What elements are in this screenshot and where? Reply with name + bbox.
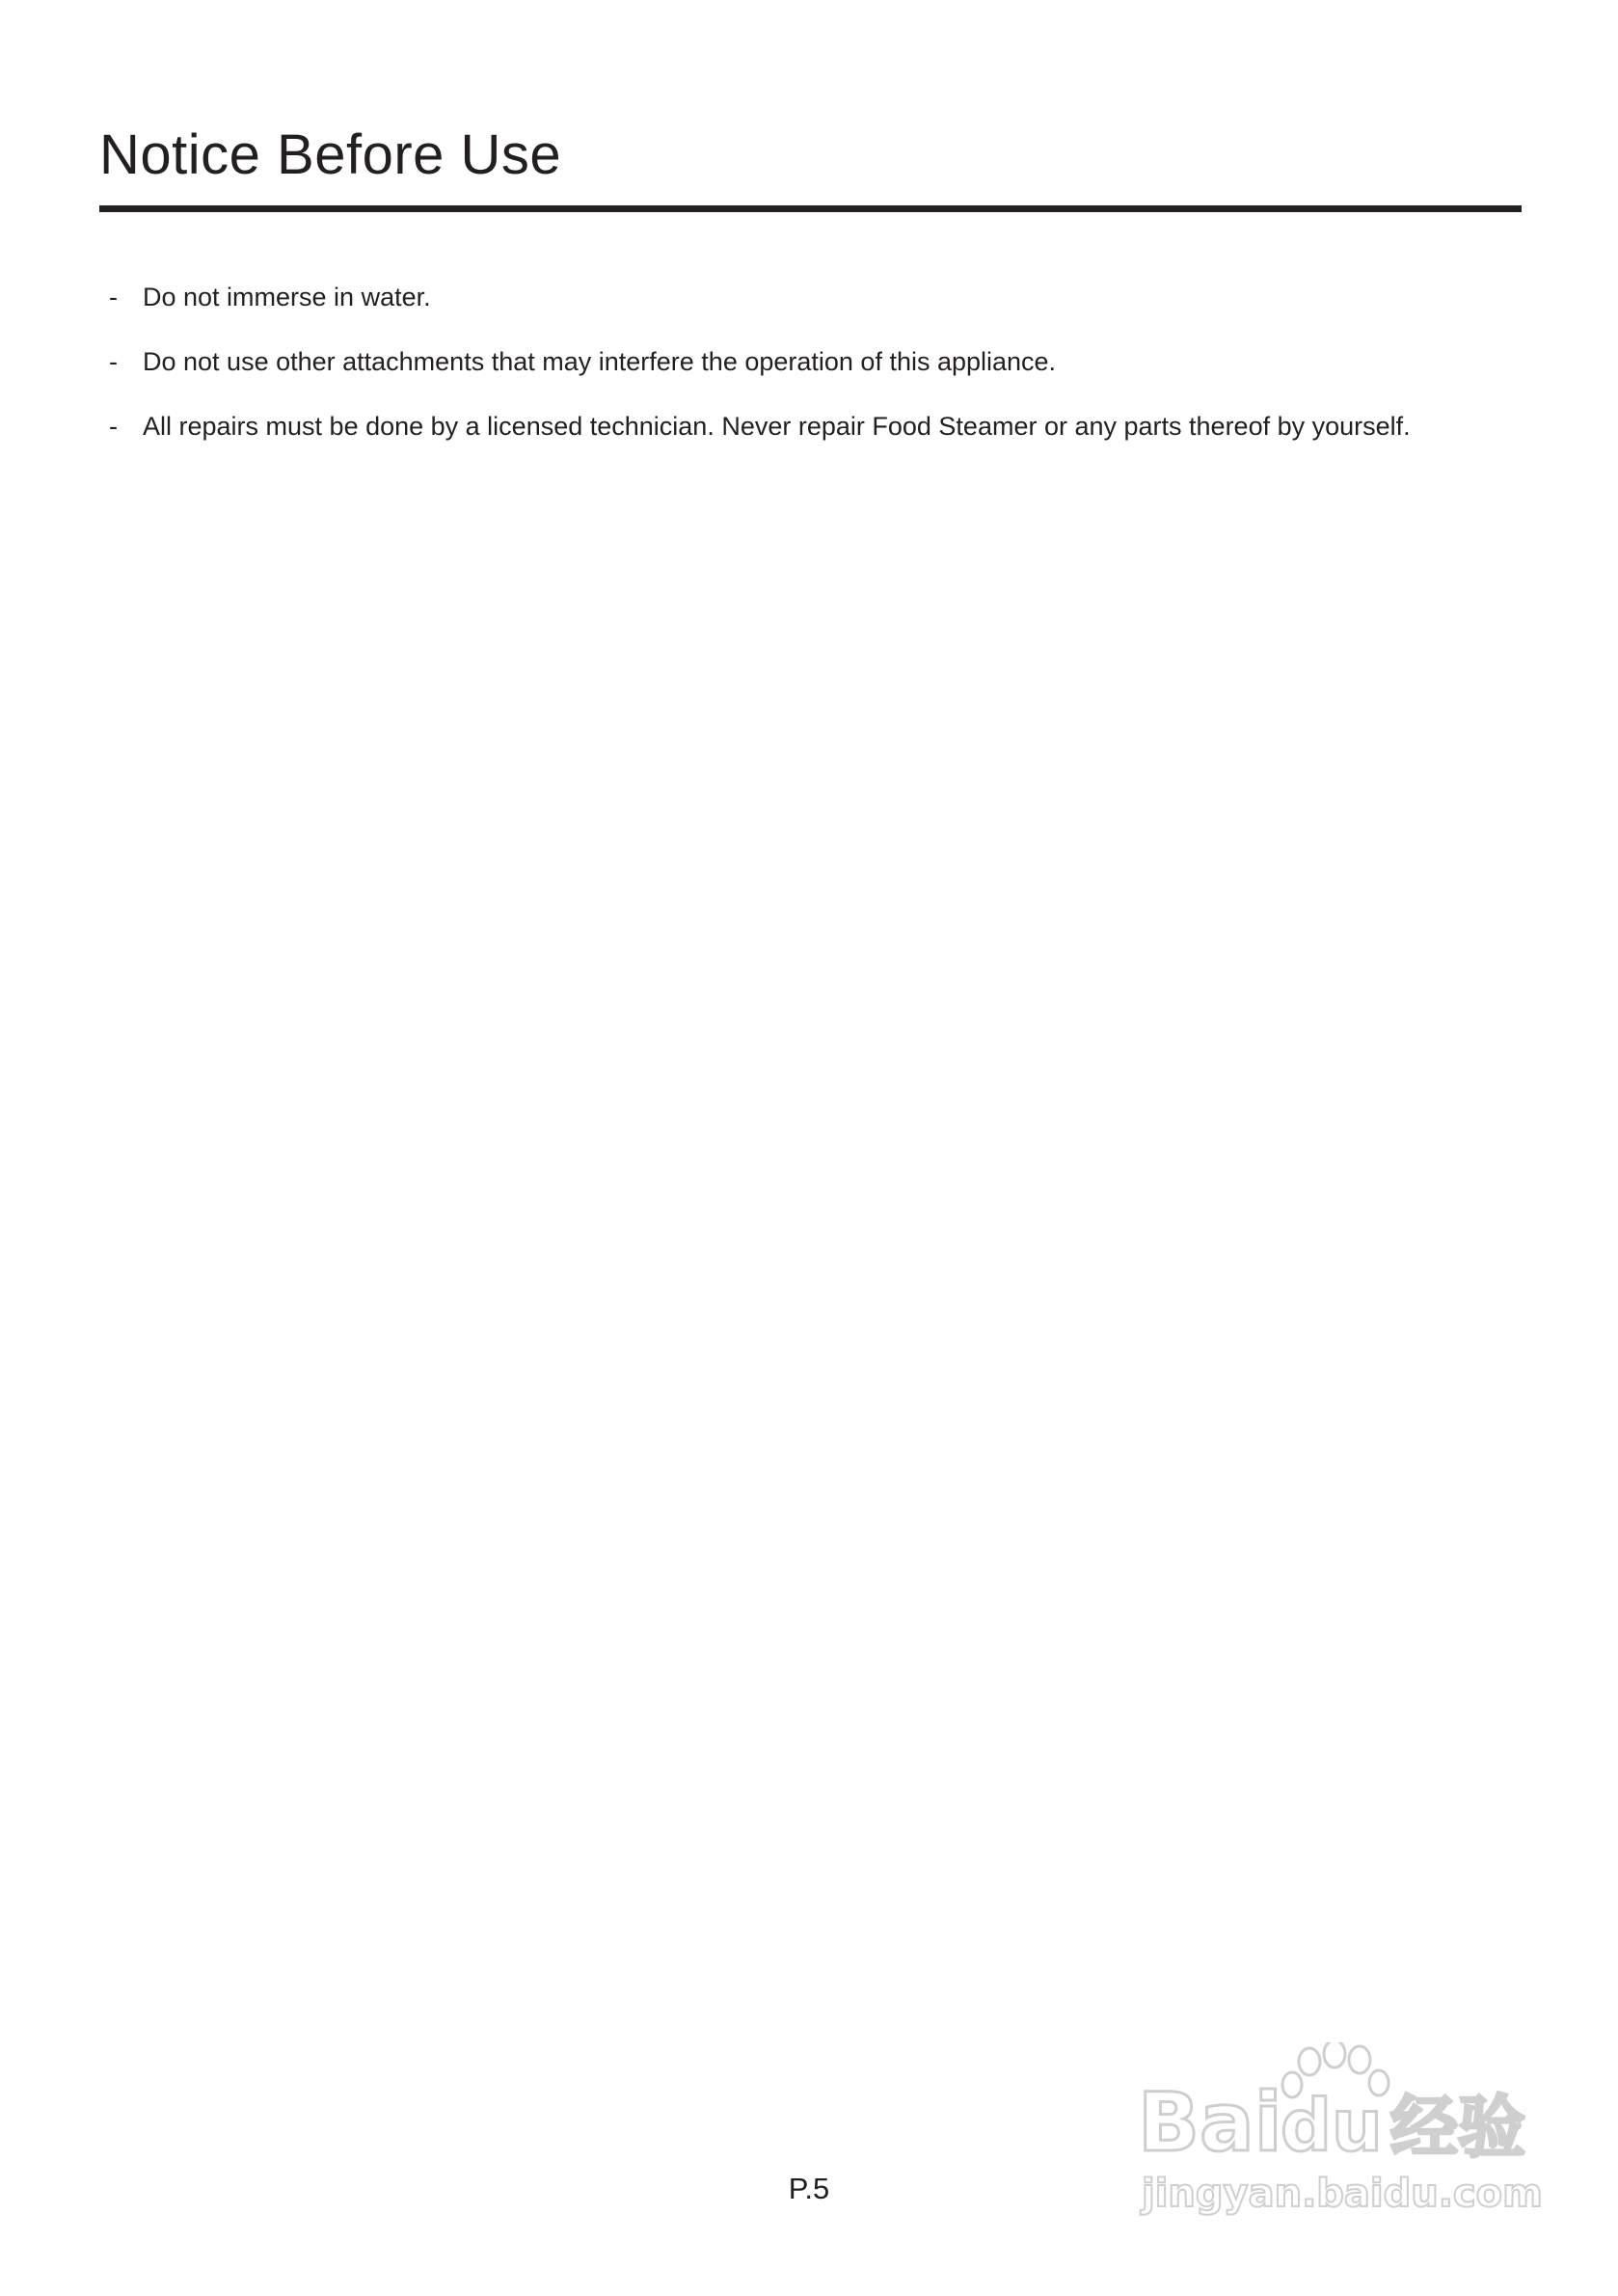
notice-item <box>109 278 1526 316</box>
bullet-dash: - <box>109 412 118 441</box>
svg-text:经验: 经验 <box>1390 2088 1525 2167</box>
svg-text:du: du <box>1281 2085 1383 2168</box>
title-divider <box>99 205 1522 212</box>
watermark-brand-logo <box>1138 2075 1525 2170</box>
notice-list <box>109 278 1526 472</box>
baidu-jingyan-watermark <box>1138 2042 1543 2226</box>
svg-text:Bai: Bai <box>1138 2075 1282 2170</box>
page-title: Notice Before Use <box>99 123 562 186</box>
bullet-dash: - <box>109 283 118 311</box>
notice-text: Do not use other attachments that may interfere the operation of this appliance. <box>143 347 1057 376</box>
notice-item <box>109 407 1526 446</box>
bullet-dash: - <box>109 347 118 376</box>
notice-text: Do not immerse in water. <box>143 283 431 311</box>
page-number: P.5 <box>788 2172 830 2205</box>
notice-text: All repairs must be done by a licensed technician. Never repair Food Steamer or any parts thereof by yourself. <box>143 412 1411 441</box>
notice-item <box>109 342 1526 381</box>
watermark-url: jingyan.baidu.com <box>1142 2172 1543 2216</box>
